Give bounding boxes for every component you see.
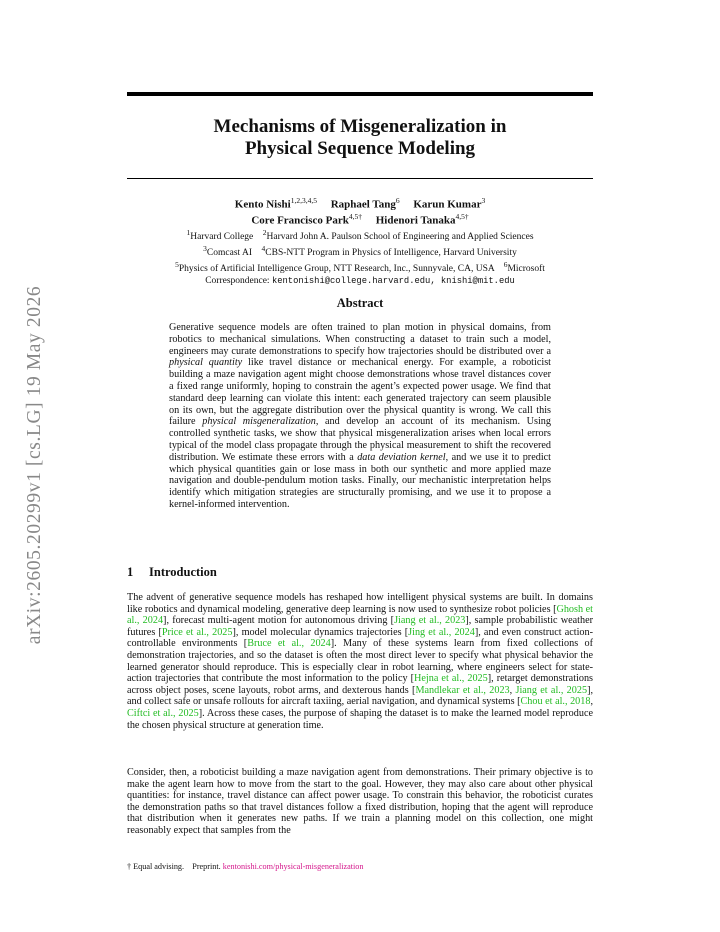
affil-mark: 2 (262, 228, 267, 237)
author-affil-marks: 1,2,3,4,5 (290, 196, 317, 205)
correspondence (110, 275, 610, 287)
title-line-2: Physical Sequence Modeling (244, 138, 476, 159)
citation-link[interactable]: Chou et al., 2018 (520, 696, 591, 708)
citation-link[interactable]: Mandlekar et al., 2023 (415, 684, 510, 696)
intro-paragraph-1 (127, 592, 593, 731)
correspondence-emails[interactable]: kentonishi@college.harvard.edu, knishi@mit.edu (271, 276, 515, 287)
affiliation: Harvard College (190, 232, 254, 243)
citation-link[interactable]: Ghosh et al., 2024 (127, 603, 593, 627)
author-affil-marks: 6 (395, 196, 400, 205)
affil-mark: 3 (203, 244, 207, 254)
author-name: Karun Kumar (413, 198, 482, 211)
project-link[interactable]: kentonishi.com/physical-misgeneralization (222, 862, 364, 871)
author-name: Kento Nishi (234, 198, 291, 211)
body-text: ], retarget demonstrations across object poses, scene layouts, robot arms, and dexterous hands [ (127, 673, 594, 696)
section-heading-introduction (127, 565, 217, 580)
title-bottom-rule (127, 178, 593, 179)
affiliation: Microsoft (507, 264, 545, 275)
body-text: ]. Across these cases, the purpose of shaping the dataset is to make the learned model reproduce the chosen physical structure at generation time. (127, 707, 593, 731)
abstract-emphasis: data deviation kernel (357, 451, 446, 463)
author-list (127, 195, 593, 227)
author-affil-marks: 4,5† (455, 212, 469, 222)
affiliation-line (110, 227, 610, 243)
preprint-label: Preprint. (192, 862, 221, 871)
affil-mark: 4 (261, 244, 266, 254)
body-text: ], and collect safe or unsafe rollouts for aircraft taxiing, aerial navigation, and dynamical systems [ (127, 684, 594, 708)
affiliation: Comcast AI (206, 248, 253, 259)
abstract-text: , and we use it to predict which physical quantities gain or lose mass in both our synthetic and more applied maze navigation and double-pendulum motion tasks. Finally, our mechanistic interpretation helps identify which mitigation strategies are structurally promising, and we use it to propose a kernel-informed intervention. (169, 451, 552, 510)
abstract-emphasis: physical quantity (169, 357, 243, 369)
footnote (127, 862, 364, 871)
affil-mark: 1 (186, 228, 191, 237)
body-text: , (590, 696, 593, 708)
body-text: ]. Many of these systems learn from fixed collections of demonstration trajectories, and so the dataset is often the most direct lever to specify what physical behavior the learned generator should reproduce. This is especially clear in robot learning, where engineers select for state-action trajectories that contribute the most information to the policy [ (127, 638, 593, 685)
abstract-text: Generative sequence models are often trained to plan motion in physical domains, from robotics to mechanical simulations. When constructing a dataset to train such a model, engineers may curate demonstrations to specify how trajectories should be distributed over a (169, 322, 551, 357)
body-text: , (509, 684, 516, 696)
affil-mark: 5 (175, 260, 179, 270)
affiliation: CBS-NTT Program in Physics of Intelligence, Harvard University (265, 248, 517, 259)
citation-link[interactable]: Bruce et al., 2024 (247, 638, 331, 650)
citation-link[interactable]: Jing et al., 2024 (408, 626, 475, 638)
title-line-1: Mechanisms of Misgeneralization in (213, 116, 507, 137)
title-top-rule (127, 92, 593, 96)
author-name: Raphael Tang (330, 198, 396, 211)
abstract-text: , and develop an account of its mechanism. Using controlled synthetic tasks, we show that physical misgeneralization arises when local errors typical of the model class propagate through the physical measurement to shift the recovered distribution. We estimate these errors with a (169, 416, 551, 463)
citation-link[interactable]: Jiang et al., 2025 (515, 684, 588, 696)
dagger-mark: † (127, 862, 132, 871)
abstract-body (169, 322, 551, 511)
author-affil-marks: 3 (481, 196, 486, 205)
body-text: ], forecast multi-agent motion for autonomous driving [ (163, 615, 395, 627)
intro-paragraph-2: Consider, then, a roboticist building a maze navigation agent from demonstrations. Their primary objective is to make the agent learn how to move from the start to the goal. However, they may also care about other physical quantities: for instance, travel distance can affect power usage. To constrain this behavior, the roboticist curates the demonstration paths so that travel distances follow a fixed distribution, hoping that the agent will reproduce that distribution when it generates new paths. If we train a planning model on this collection, one might reasonably expect that samples from the (127, 767, 593, 836)
body-text: ], model molecular dynamics trajectories [ (232, 626, 409, 638)
body-text: ], sample probabilistic weather futures [ (127, 615, 593, 638)
abstract-text: like travel distance or mechanical energy. For example, a roboticist building a maze navigation agent might choose demonstrations whose travel distances cover a fixed range uniformly, hoping to constrain the agent’s expected power usage. We find that standard deep learning can violate this intent: each generated trajectory can seem plausible on its own, but the aggregate distribution over the physical quantity is wrong. We call this failure (169, 357, 551, 428)
abstract-emphasis: physical misgeneralization (202, 416, 316, 428)
affiliations (110, 227, 610, 287)
affiliation-line (110, 259, 610, 275)
author-affil-marks: 4,5† (348, 212, 362, 222)
affiliation: Harvard John A. Paulson School of Engineering and Applied Sciences (266, 232, 534, 243)
citation-link[interactable]: Hejna et al., 2025 (414, 673, 488, 685)
section-number: 1 (127, 565, 134, 579)
body-text: The advent of generative sequence models has reshaped how intelligent physical systems are built. In domains like robotics and dynamical modeling, generative deep learning is now used to synthesize robot policies [ (127, 592, 593, 615)
affil-mark: 6 (503, 260, 508, 270)
paper-title (127, 116, 593, 160)
author-name: Core Francisco Park (251, 214, 349, 227)
body-text: ], and even construct action-controllable environments [ (127, 626, 594, 650)
correspondence-label: Correspondence: (205, 276, 270, 287)
citation-link[interactable]: Jiang et al., 2023 (394, 615, 466, 627)
citation-link[interactable]: Ciftci et al., 2025 (127, 707, 199, 719)
author-line-2 (127, 211, 593, 227)
section-title: Introduction (149, 565, 217, 579)
affiliation: Physics of Artificial Intelligence Group, NTT Research, Inc., Sunnyvale, CA, USA (178, 264, 495, 275)
footnote-text: Equal advising. (131, 862, 185, 871)
arxiv-identifier: arXiv:2605.20299v1 [cs.LG] 19 May 2026 (24, 285, 45, 645)
affiliation-line (110, 243, 610, 259)
citation-link[interactable]: Price et al., 2025 (161, 626, 233, 638)
author-name: Hidenori Tanaka (375, 214, 456, 227)
abstract-heading: Abstract (336, 296, 384, 310)
author-line-1 (127, 195, 593, 211)
arxiv-sidebar (18, 255, 52, 675)
